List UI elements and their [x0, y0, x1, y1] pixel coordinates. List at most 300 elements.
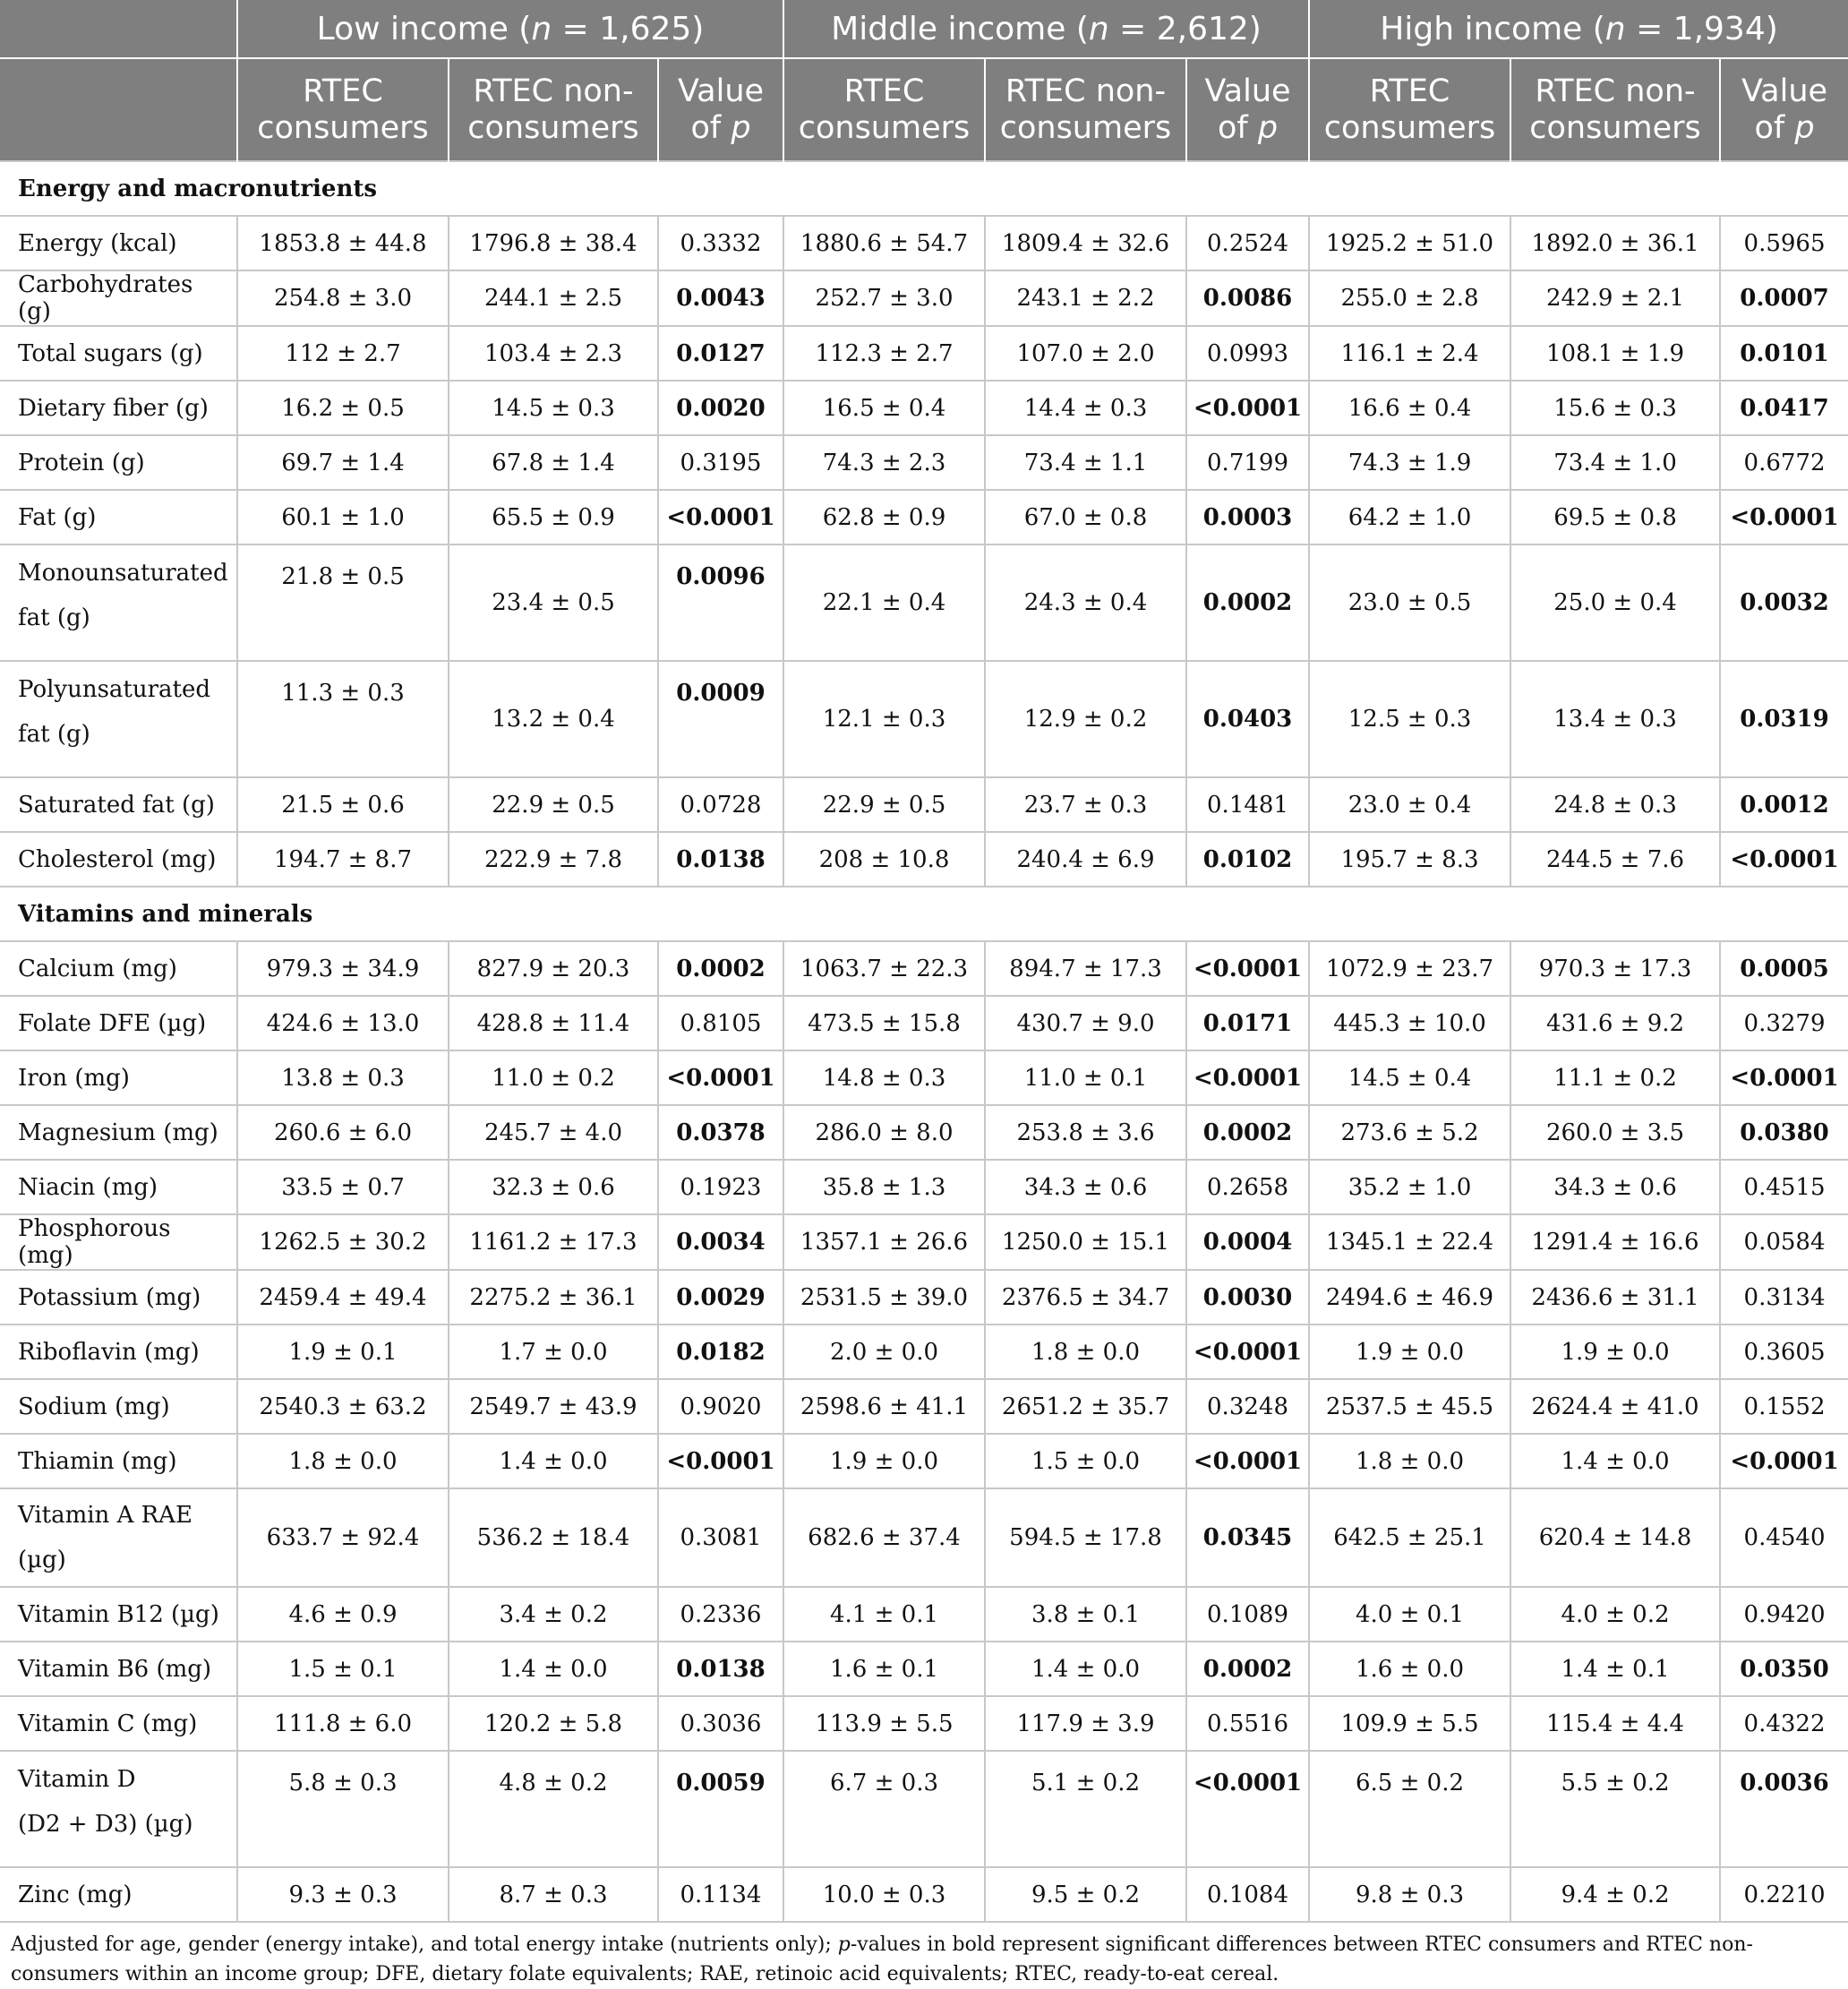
p-value-cell: 0.0086 [1186, 270, 1309, 326]
p-value-cell: <0.0001 [1186, 1325, 1309, 1379]
value-cell: 255.0 ± 2.8 [1309, 270, 1510, 326]
value-cell: 5.1 ± 0.2 [985, 1751, 1186, 1867]
p-value-cell: 0.5516 [1186, 1696, 1309, 1751]
value-cell: 979.3 ± 34.9 [237, 941, 449, 996]
row-label: Potassium (mg) [0, 1270, 237, 1325]
value-cell: 11.3 ± 0.3 [237, 661, 449, 777]
p-value-cell: 0.9420 [1720, 1587, 1848, 1642]
value-cell: 23.4 ± 0.5 [449, 544, 658, 661]
row-label: Vitamin C (mg) [0, 1696, 237, 1751]
value-cell: 13.4 ± 0.3 [1510, 661, 1720, 777]
value-cell: 23.0 ± 0.4 [1309, 777, 1510, 832]
value-cell: 1853.8 ± 44.8 [237, 216, 449, 270]
col-header-p-value-high-income: Value of p [1720, 58, 1848, 161]
value-cell: 252.7 ± 3.0 [783, 270, 985, 326]
row-label: Magnesium (mg) [0, 1105, 237, 1160]
table-row [0, 996, 1848, 1050]
value-cell: 4.0 ± 0.2 [1510, 1587, 1720, 1642]
value-cell: 240.4 ± 6.9 [985, 832, 1186, 887]
value-cell: 12.5 ± 0.3 [1309, 661, 1510, 777]
p-value-cell: <0.0001 [1720, 832, 1848, 887]
value-cell: 6.7 ± 0.3 [783, 1751, 985, 1867]
value-cell: 22.9 ± 0.5 [783, 777, 985, 832]
value-cell: 120.2 ± 5.8 [449, 1696, 658, 1751]
value-cell: 2459.4 ± 49.4 [237, 1270, 449, 1325]
row-label: Vitamin A RAE (µg) [0, 1488, 237, 1587]
table-row [0, 1696, 1848, 1751]
value-cell: 1063.7 ± 22.3 [783, 941, 985, 996]
value-cell: 22.9 ± 0.5 [449, 777, 658, 832]
p-value-cell: 0.0350 [1720, 1642, 1848, 1696]
value-cell: 23.7 ± 0.3 [985, 777, 1186, 832]
table-row [0, 435, 1848, 490]
p-value-cell: 0.3036 [658, 1696, 783, 1751]
col-header-p-value-low-income: Value of p [658, 58, 783, 161]
value-cell: 67.0 ± 0.8 [985, 490, 1186, 544]
p-value-cell: 0.6772 [1720, 435, 1848, 490]
value-cell: 642.5 ± 25.1 [1309, 1488, 1510, 1587]
p-value-cell: 0.0101 [1720, 326, 1848, 381]
value-cell: 4.0 ± 0.1 [1309, 1587, 1510, 1642]
value-cell: 103.4 ± 2.3 [449, 326, 658, 381]
value-cell: 13.2 ± 0.4 [449, 661, 658, 777]
value-cell: 970.3 ± 17.3 [1510, 941, 1720, 996]
value-cell: 1.4 ± 0.0 [449, 1434, 658, 1488]
value-cell: 24.3 ± 0.4 [985, 544, 1186, 661]
row-label: Phosphorous (mg) [0, 1214, 237, 1270]
p-value-cell: 0.0993 [1186, 326, 1309, 381]
col-header-nonconsumers-low-income: RTEC non- consumers [449, 58, 658, 161]
value-cell: 73.4 ± 1.1 [985, 435, 1186, 490]
header-blank [0, 0, 237, 58]
p-value-cell: 0.0036 [1720, 1751, 1848, 1867]
p-value-cell: 0.0029 [658, 1270, 783, 1325]
col-header-consumers-middle-income: RTEC consumers [783, 58, 985, 161]
group-header-high-income: High income (n = 1,934) [1309, 0, 1848, 58]
section-row [0, 887, 1848, 941]
row-label: Sodium (mg) [0, 1379, 237, 1434]
p-value-cell: <0.0001 [1720, 490, 1848, 544]
value-cell: 116.1 ± 2.4 [1309, 326, 1510, 381]
value-cell: 74.3 ± 1.9 [1309, 435, 1510, 490]
row-label: Protein (g) [0, 435, 237, 490]
value-cell: 3.4 ± 0.2 [449, 1587, 658, 1642]
p-value-cell: 0.0096 [658, 544, 783, 661]
table-row [0, 1325, 1848, 1379]
value-cell: 62.8 ± 0.9 [783, 490, 985, 544]
value-cell: 424.6 ± 13.0 [237, 996, 449, 1050]
value-cell: 1072.9 ± 23.7 [1309, 941, 1510, 996]
value-cell: 222.9 ± 7.8 [449, 832, 658, 887]
p-value-cell: 0.0171 [1186, 996, 1309, 1050]
value-cell: 1.6 ± 0.0 [1309, 1642, 1510, 1696]
value-cell: 594.5 ± 17.8 [985, 1488, 1186, 1587]
value-cell: 107.0 ± 2.0 [985, 326, 1186, 381]
value-cell: 13.8 ± 0.3 [237, 1050, 449, 1105]
group-header-middle-income: Middle income (n = 2,612) [783, 0, 1309, 58]
value-cell: 12.9 ± 0.2 [985, 661, 1186, 777]
value-cell: 194.7 ± 8.7 [237, 832, 449, 887]
section-title: Energy and macronutrients [0, 161, 1848, 216]
p-value-cell: 0.0032 [1720, 544, 1848, 661]
p-value-cell: 0.0030 [1186, 1270, 1309, 1325]
value-cell: 682.6 ± 37.4 [783, 1488, 985, 1587]
value-cell: 9.3 ± 0.3 [237, 1867, 449, 1922]
value-cell: 34.3 ± 0.6 [985, 1160, 1186, 1214]
row-label: Cholesterol (mg) [0, 832, 237, 887]
value-cell: 1.5 ± 0.1 [237, 1642, 449, 1696]
row-label: Vitamin B6 (mg) [0, 1642, 237, 1696]
value-cell: 9.5 ± 0.2 [985, 1867, 1186, 1922]
value-cell: 1.5 ± 0.0 [985, 1434, 1186, 1488]
value-cell: 244.1 ± 2.5 [449, 270, 658, 326]
value-cell: 1.4 ± 0.1 [1510, 1642, 1720, 1696]
value-cell: 60.1 ± 1.0 [237, 490, 449, 544]
value-cell: 244.5 ± 7.6 [1510, 832, 1720, 887]
value-cell: 430.7 ± 9.0 [985, 996, 1186, 1050]
value-cell: 620.4 ± 14.8 [1510, 1488, 1720, 1587]
row-label: Polyunsaturated fat (g) [0, 661, 237, 777]
p-value-cell: 0.4322 [1720, 1696, 1848, 1751]
value-cell: 242.9 ± 2.1 [1510, 270, 1720, 326]
value-cell: 35.2 ± 1.0 [1309, 1160, 1510, 1214]
value-cell: 1.9 ± 0.0 [1309, 1325, 1510, 1379]
value-cell: 23.0 ± 0.5 [1309, 544, 1510, 661]
value-cell: 254.8 ± 3.0 [237, 270, 449, 326]
value-cell: 35.8 ± 1.3 [783, 1160, 985, 1214]
row-label: Iron (mg) [0, 1050, 237, 1105]
value-cell: 633.7 ± 92.4 [237, 1488, 449, 1587]
value-cell: 34.3 ± 0.6 [1510, 1160, 1720, 1214]
table-row [0, 326, 1848, 381]
value-cell: 2598.6 ± 41.1 [783, 1379, 985, 1434]
value-cell: 208 ± 10.8 [783, 832, 985, 887]
p-value-cell: 0.0728 [658, 777, 783, 832]
value-cell: 12.1 ± 0.3 [783, 661, 985, 777]
value-cell: 69.5 ± 0.8 [1510, 490, 1720, 544]
p-value-cell: 0.0002 [658, 941, 783, 996]
group-header-low-income: Low income (n = 1,625) [237, 0, 783, 58]
value-cell: 2376.5 ± 34.7 [985, 1270, 1186, 1325]
value-cell: 108.1 ± 1.9 [1510, 326, 1720, 381]
table-row [0, 1488, 1848, 1587]
p-value-cell: 0.3195 [658, 435, 783, 490]
p-value-cell: 0.0182 [658, 1325, 783, 1379]
value-cell: 1357.1 ± 26.6 [783, 1214, 985, 1270]
table-row [0, 544, 1848, 661]
value-cell: 65.5 ± 0.9 [449, 490, 658, 544]
p-value-cell: 0.1084 [1186, 1867, 1309, 1922]
value-cell: 428.8 ± 11.4 [449, 996, 658, 1050]
row-label: Vitamin B12 (µg) [0, 1587, 237, 1642]
value-cell: 14.4 ± 0.3 [985, 381, 1186, 435]
value-cell: 32.3 ± 0.6 [449, 1160, 658, 1214]
p-value-cell: 0.0009 [658, 661, 783, 777]
value-cell: 1796.8 ± 38.4 [449, 216, 658, 270]
p-value-cell: 0.5965 [1720, 216, 1848, 270]
p-value-cell: <0.0001 [658, 490, 783, 544]
value-cell: 112 ± 2.7 [237, 326, 449, 381]
value-cell: 1809.4 ± 32.6 [985, 216, 1186, 270]
p-value-cell: 0.4540 [1720, 1488, 1848, 1587]
row-label: Fat (g) [0, 490, 237, 544]
p-value-cell: 0.2336 [658, 1587, 783, 1642]
table-row [0, 381, 1848, 435]
value-cell: 1.6 ± 0.1 [783, 1642, 985, 1696]
value-cell: 2537.5 ± 45.5 [1309, 1379, 1510, 1434]
value-cell: 1880.6 ± 54.7 [783, 216, 985, 270]
p-value-cell: 0.0378 [658, 1105, 783, 1160]
value-cell: 67.8 ± 1.4 [449, 435, 658, 490]
row-label: Thiamin (mg) [0, 1434, 237, 1488]
p-value-cell: <0.0001 [1720, 1050, 1848, 1105]
table-row [0, 1214, 1848, 1270]
value-cell: 2540.3 ± 63.2 [237, 1379, 449, 1434]
p-value-cell: 0.0003 [1186, 490, 1309, 544]
value-cell: 15.6 ± 0.3 [1510, 381, 1720, 435]
p-value-cell: 0.0319 [1720, 661, 1848, 777]
value-cell: 117.9 ± 3.9 [985, 1696, 1186, 1751]
p-value-cell: 0.0034 [658, 1214, 783, 1270]
table-row [0, 1270, 1848, 1325]
value-cell: 4.1 ± 0.1 [783, 1587, 985, 1642]
p-value-cell: 0.2524 [1186, 216, 1309, 270]
value-cell: 1892.0 ± 36.1 [1510, 216, 1720, 270]
p-value-cell: 0.0059 [658, 1751, 783, 1867]
p-value-cell: <0.0001 [1186, 381, 1309, 435]
p-value-cell: <0.0001 [1186, 1751, 1309, 1867]
value-cell: 260.6 ± 6.0 [237, 1105, 449, 1160]
value-cell: 2549.7 ± 43.9 [449, 1379, 658, 1434]
value-cell: 8.7 ± 0.3 [449, 1867, 658, 1922]
col-header-consumers-low-income: RTEC consumers [237, 58, 449, 161]
p-value-cell: 0.0138 [658, 832, 783, 887]
p-value-cell: 0.0403 [1186, 661, 1309, 777]
row-label: Zinc (mg) [0, 1867, 237, 1922]
value-cell: 111.8 ± 6.0 [237, 1696, 449, 1751]
table-row [0, 1751, 1848, 1867]
p-value-cell: 0.0043 [658, 270, 783, 326]
value-cell: 2.0 ± 0.0 [783, 1325, 985, 1379]
value-cell: 16.6 ± 0.4 [1309, 381, 1510, 435]
table-row [0, 1434, 1848, 1488]
col-header-consumers-high-income: RTEC consumers [1309, 58, 1510, 161]
value-cell: 243.1 ± 2.2 [985, 270, 1186, 326]
value-cell: 21.8 ± 0.5 [237, 544, 449, 661]
col-header-p-value-middle-income: Value of p [1186, 58, 1309, 161]
value-cell: 112.3 ± 2.7 [783, 326, 985, 381]
table-row [0, 270, 1848, 326]
table-header [0, 0, 1848, 161]
row-label: Monounsaturated fat (g) [0, 544, 237, 661]
p-value-cell: 0.1089 [1186, 1587, 1309, 1642]
p-value-cell: 0.0002 [1186, 1105, 1309, 1160]
value-cell: 2436.6 ± 31.1 [1510, 1270, 1720, 1325]
table-row [0, 216, 1848, 270]
p-value-cell: 0.0004 [1186, 1214, 1309, 1270]
p-value-cell: <0.0001 [658, 1434, 783, 1488]
p-value-cell: <0.0001 [1186, 941, 1309, 996]
value-cell: 1.8 ± 0.0 [1309, 1434, 1510, 1488]
table-body [0, 161, 1848, 1922]
p-value-cell: 0.2210 [1720, 1867, 1848, 1922]
row-label: Carbohydrates (g) [0, 270, 237, 326]
value-cell: 1161.2 ± 17.3 [449, 1214, 658, 1270]
value-cell: 195.7 ± 8.3 [1309, 832, 1510, 887]
p-value-cell: 0.3134 [1720, 1270, 1848, 1325]
value-cell: 1.8 ± 0.0 [237, 1434, 449, 1488]
value-cell: 1.9 ± 0.0 [783, 1434, 985, 1488]
value-cell: 1262.5 ± 30.2 [237, 1214, 449, 1270]
table-row [0, 1642, 1848, 1696]
value-cell: 64.2 ± 1.0 [1309, 490, 1510, 544]
value-cell: 894.7 ± 17.3 [985, 941, 1186, 996]
subheader-row [0, 58, 1848, 161]
value-cell: 2624.4 ± 41.0 [1510, 1379, 1720, 1434]
p-value-cell: 0.0002 [1186, 1642, 1309, 1696]
value-cell: 14.5 ± 0.3 [449, 381, 658, 435]
value-cell: 1.9 ± 0.1 [237, 1325, 449, 1379]
p-value-cell: 0.8105 [658, 996, 783, 1050]
section-row [0, 161, 1848, 216]
row-label: Saturated fat (g) [0, 777, 237, 832]
table-row [0, 941, 1848, 996]
value-cell: 260.0 ± 3.5 [1510, 1105, 1720, 1160]
p-value-cell: 0.0005 [1720, 941, 1848, 996]
table-row [0, 1587, 1848, 1642]
value-cell: 1291.4 ± 16.6 [1510, 1214, 1720, 1270]
p-value-cell: 0.3248 [1186, 1379, 1309, 1434]
p-value-cell: 0.0138 [658, 1642, 783, 1696]
value-cell: 1.9 ± 0.0 [1510, 1325, 1720, 1379]
value-cell: 245.7 ± 4.0 [449, 1105, 658, 1160]
p-value-cell: 0.0020 [658, 381, 783, 435]
table-row [0, 1050, 1848, 1105]
value-cell: 1345.1 ± 22.4 [1309, 1214, 1510, 1270]
row-label: Vitamin D (D2 + D3) (µg) [0, 1751, 237, 1867]
value-cell: 1925.2 ± 51.0 [1309, 216, 1510, 270]
row-label: Folate DFE (µg) [0, 996, 237, 1050]
value-cell: 21.5 ± 0.6 [237, 777, 449, 832]
p-value-cell: 0.3605 [1720, 1325, 1848, 1379]
value-cell: 1.4 ± 0.0 [1510, 1434, 1720, 1488]
table-row [0, 832, 1848, 887]
p-value-cell: <0.0001 [1186, 1434, 1309, 1488]
value-cell: 5.5 ± 0.2 [1510, 1751, 1720, 1867]
table-row [0, 1160, 1848, 1214]
p-value-cell: 0.0584 [1720, 1214, 1848, 1270]
value-cell: 827.9 ± 20.3 [449, 941, 658, 996]
value-cell: 5.8 ± 0.3 [237, 1751, 449, 1867]
value-cell: 273.6 ± 5.2 [1309, 1105, 1510, 1160]
value-cell: 1250.0 ± 15.1 [985, 1214, 1186, 1270]
value-cell: 1.4 ± 0.0 [449, 1642, 658, 1696]
table-row [0, 490, 1848, 544]
row-label: Dietary fiber (g) [0, 381, 237, 435]
value-cell: 536.2 ± 18.4 [449, 1488, 658, 1587]
value-cell: 253.8 ± 3.6 [985, 1105, 1186, 1160]
value-cell: 11.0 ± 0.1 [985, 1050, 1186, 1105]
value-cell: 115.4 ± 4.4 [1510, 1696, 1720, 1751]
p-value-cell: 0.0012 [1720, 777, 1848, 832]
row-label: Riboflavin (mg) [0, 1325, 237, 1379]
value-cell: 74.3 ± 2.3 [783, 435, 985, 490]
value-cell: 109.9 ± 5.5 [1309, 1696, 1510, 1751]
value-cell: 2494.6 ± 46.9 [1309, 1270, 1510, 1325]
p-value-cell: 0.1552 [1720, 1379, 1848, 1434]
p-value-cell: 0.7199 [1186, 435, 1309, 490]
value-cell: 286.0 ± 8.0 [783, 1105, 985, 1160]
table-row [0, 661, 1848, 777]
p-value-cell: 0.4515 [1720, 1160, 1848, 1214]
value-cell: 4.8 ± 0.2 [449, 1751, 658, 1867]
value-cell: 24.8 ± 0.3 [1510, 777, 1720, 832]
value-cell: 4.6 ± 0.9 [237, 1587, 449, 1642]
p-value-cell: 0.0102 [1186, 832, 1309, 887]
table-row [0, 1867, 1848, 1922]
value-cell: 9.4 ± 0.2 [1510, 1867, 1720, 1922]
section-title: Vitamins and minerals [0, 887, 1848, 941]
p-value-cell: 0.3081 [658, 1488, 783, 1587]
table-row [0, 1379, 1848, 1434]
value-cell: 69.7 ± 1.4 [237, 435, 449, 490]
value-cell: 473.5 ± 15.8 [783, 996, 985, 1050]
p-value-cell: <0.0001 [1720, 1434, 1848, 1488]
value-cell: 9.8 ± 0.3 [1309, 1867, 1510, 1922]
value-cell: 22.1 ± 0.4 [783, 544, 985, 661]
table-row [0, 1105, 1848, 1160]
value-cell: 2275.2 ± 36.1 [449, 1270, 658, 1325]
p-value-cell: <0.0001 [1186, 1050, 1309, 1105]
table-footnote: Adjusted for age, gender (energy intake), and total energy intake (nutrients only); p-values in bold represent significant differences between RTEC consumers and RTEC non-consumers within an income group; DFE, dietary folate equivalents; RAE, retinoic acid equivalents; RTEC, ready-to-eat cereal. [11, 1933, 1753, 1985]
value-cell: 11.1 ± 0.2 [1510, 1050, 1720, 1105]
value-cell: 431.6 ± 9.2 [1510, 996, 1720, 1050]
value-cell: 14.5 ± 0.4 [1309, 1050, 1510, 1105]
value-cell: 10.0 ± 0.3 [783, 1867, 985, 1922]
header-blank [0, 58, 237, 161]
value-cell: 113.9 ± 5.5 [783, 1696, 985, 1751]
value-cell: 14.8 ± 0.3 [783, 1050, 985, 1105]
value-cell: 11.0 ± 0.2 [449, 1050, 658, 1105]
p-value-cell: 0.0345 [1186, 1488, 1309, 1587]
row-label: Niacin (mg) [0, 1160, 237, 1214]
value-cell: 1.4 ± 0.0 [985, 1642, 1186, 1696]
row-label: Calcium (mg) [0, 941, 237, 996]
p-value-cell: 0.0127 [658, 326, 783, 381]
value-cell: 16.2 ± 0.5 [237, 381, 449, 435]
col-header-nonconsumers-middle-income: RTEC non- consumers [985, 58, 1186, 161]
row-label: Total sugars (g) [0, 326, 237, 381]
value-cell: 73.4 ± 1.0 [1510, 435, 1720, 490]
value-cell: 2651.2 ± 35.7 [985, 1379, 1186, 1434]
p-value-cell: <0.0001 [658, 1050, 783, 1105]
value-cell: 33.5 ± 0.7 [237, 1160, 449, 1214]
p-value-cell: 0.9020 [658, 1379, 783, 1434]
value-cell: 3.8 ± 0.1 [985, 1587, 1186, 1642]
p-value-cell: 0.0380 [1720, 1105, 1848, 1160]
value-cell: 1.7 ± 0.0 [449, 1325, 658, 1379]
p-value-cell: 0.0002 [1186, 544, 1309, 661]
p-value-cell: 0.3279 [1720, 996, 1848, 1050]
value-cell: 16.5 ± 0.4 [783, 381, 985, 435]
value-cell: 2531.5 ± 39.0 [783, 1270, 985, 1325]
p-value-cell: 0.1923 [658, 1160, 783, 1214]
table-row [0, 777, 1848, 832]
p-value-cell: 0.0007 [1720, 270, 1848, 326]
value-cell: 25.0 ± 0.4 [1510, 544, 1720, 661]
row-label: Energy (kcal) [0, 216, 237, 270]
p-value-cell: 0.1481 [1186, 777, 1309, 832]
